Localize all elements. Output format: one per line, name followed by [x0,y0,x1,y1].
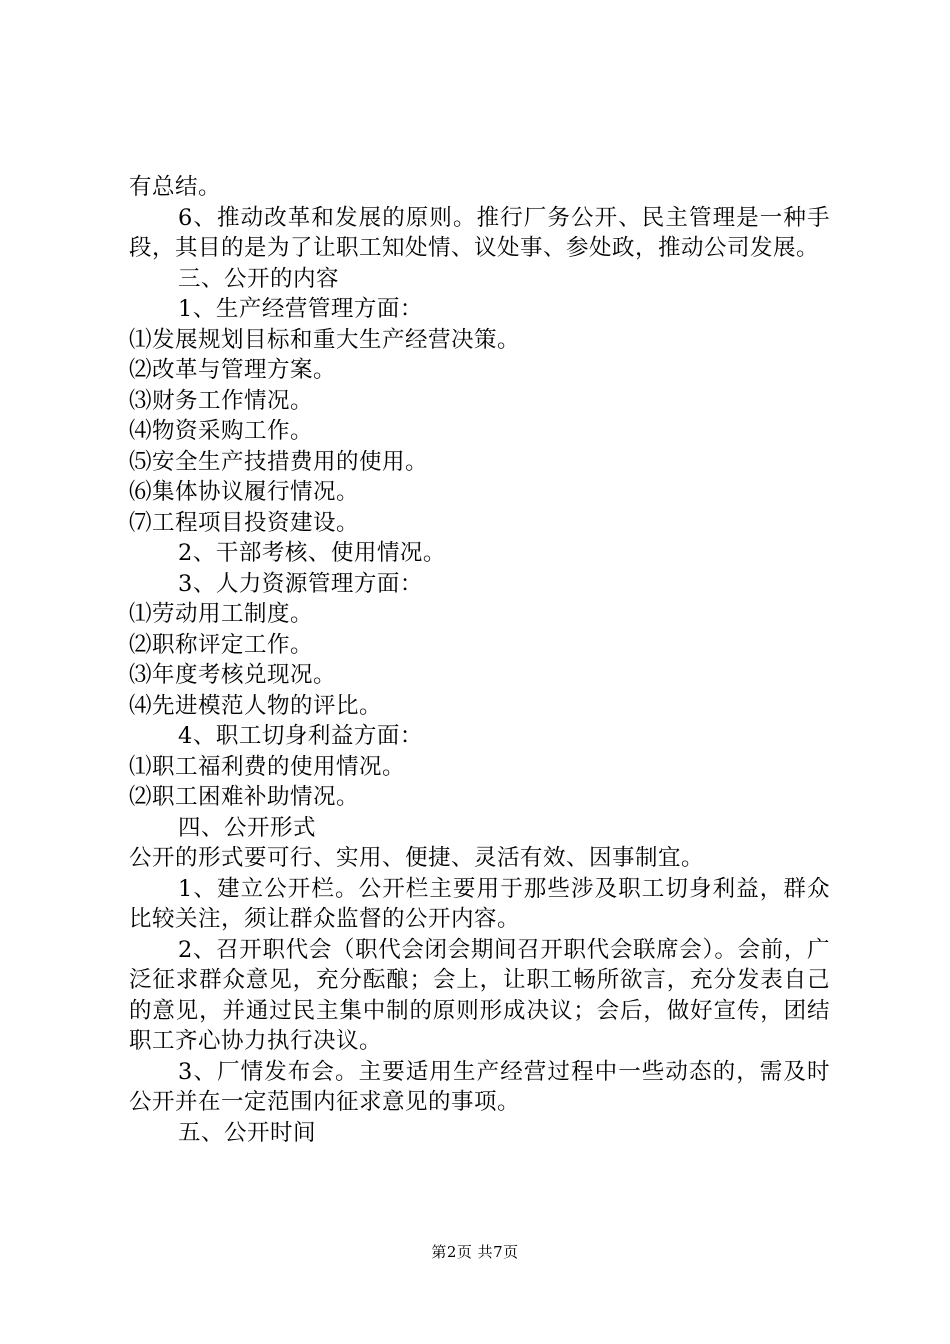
list-item: ⑵改革与管理方案。 [129,357,337,383]
document-body [129,172,830,1148]
paragraph: 有总结。 [129,174,222,200]
list-item: ⑹集体协议履行情况。 [129,479,360,505]
list-item: ⑵职称评定工作。 [129,631,314,658]
list-item: ⑺工程项目投资建设。 [129,509,360,536]
list-item: ⑴劳动用工制度。 [129,601,314,627]
subsection-heading: 3、人力资源管理方面： [178,570,423,597]
paragraph: 3、厂情发布会。主要适用生产经营过程中一些动态的，需及时公开并在一定范围内征求意见的事项。 [129,1058,830,1115]
list-item: ⑷先进模范人物的评比。 [129,692,383,719]
section-heading: 五、公开时间 [178,1119,317,1146]
subsection-heading: 4、职工切身利益方面： [178,723,423,749]
list-item: ⑴职工福利费的使用情况。 [129,753,406,780]
list-item: ⑵职工困难补助情况。 [129,784,360,810]
list-item: ⑴发展规划目标和重大生产经营决策。 [129,326,521,353]
list-item: ⑸安全生产技措费用的使用。 [129,448,429,475]
paragraph: 2、召开职代会（职代会闭会期间召开职代会联席会）。会前，广泛征求群众意见，充分酝酿；会上，让职工畅所欲言，充分发表自己的意见，并通过民主集中制的原则形成决议；会后，做好宣传，团结职工齐心协力执行决议。 [129,936,830,1054]
list-item: ⑶年度考核兑现况。 [129,662,337,688]
section-heading: 三、公开的内容 [178,265,340,292]
paragraph: 1、建立公开栏。公开栏主要用于那些涉及职工切身利益，群众比较关注，须让群众监督的公开内容。 [129,875,830,932]
paragraph: 6、推动改革和发展的原则。推行厂务公开、民主管理是一种手段，其目的是为了让职工知处情、议处事、参处政，推动公司发展。 [129,204,830,261]
page-number: 第2页 共7页 [431,1243,519,1261]
subsection-heading: 2、干部考核、使用情况。 [178,540,446,566]
section-heading: 四、公开形式 [178,814,317,841]
page-footer [0,1242,950,1262]
subsection-heading: 1、生产经营管理方面： [178,296,423,322]
list-item: ⑶财务工作情况。 [129,387,314,414]
list-item: ⑷物资采购工作。 [129,418,314,444]
paragraph: 公开的形式要可行、实用、便捷、灵活有效、因事制宜。 [129,845,705,871]
